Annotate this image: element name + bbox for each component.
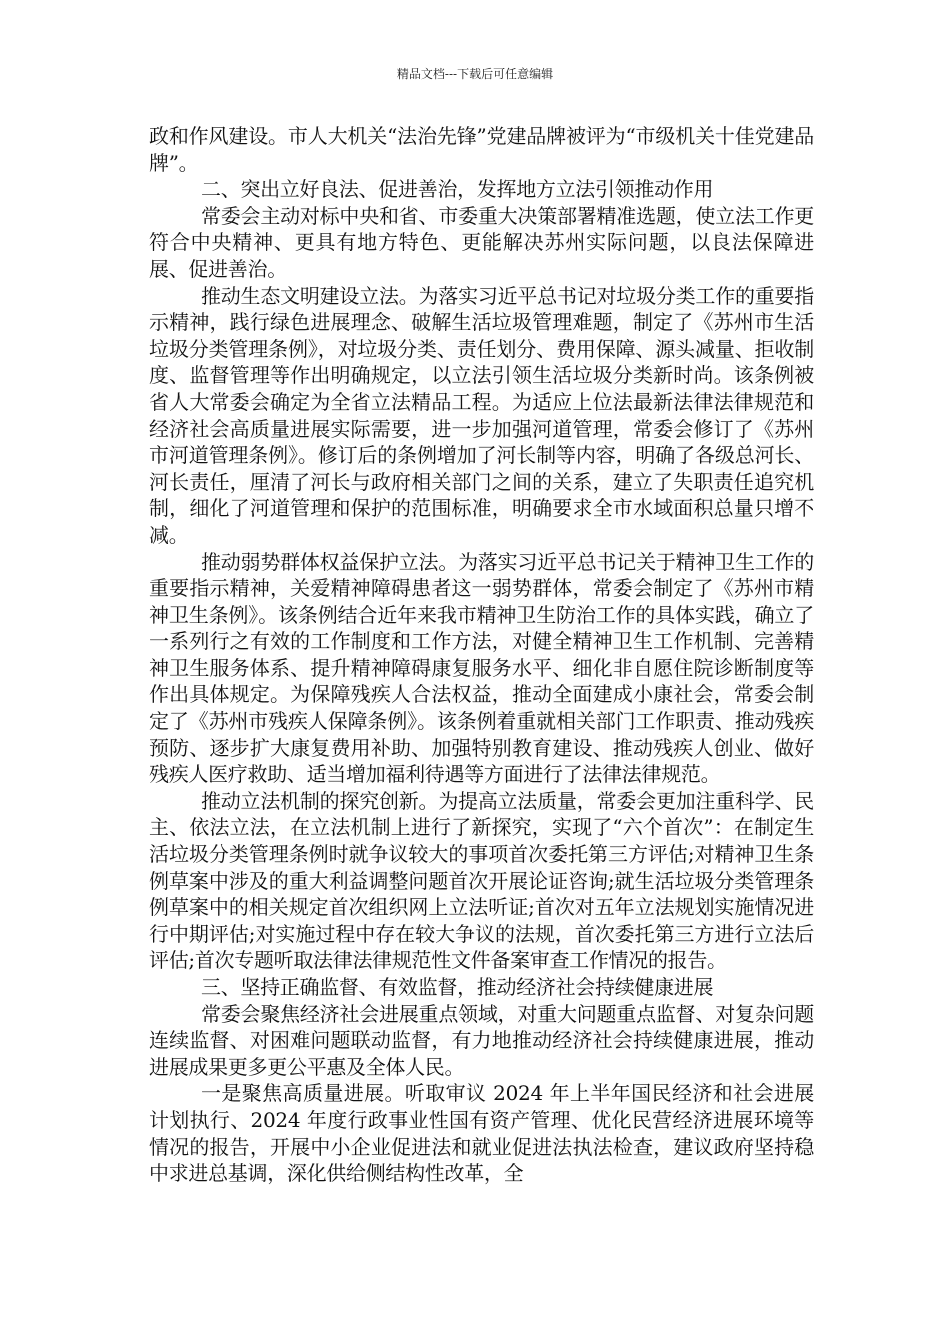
paragraph-intro-legislation: 常委会主动对标中央和省、市委重大决策部署精准选题，使立法工作更符合中央精神、更具有地方特色、更能解决苏州实际问题，以良法保障进展、促进善治。 [149,203,814,281]
paragraph-legislative-mechanism: 推动立法机制的探究创新。为提高立法质量，常委会更加注重科学、民主、依法立法，在立法机制上进行了新探究，实现了“六个首次”：在制定生活垃圾分类管理条例时就争议较大的事项首次委托第三方评估;对精神卫生条例草案中涉及的重大利益调整问题首次开展论证咨询;就生活垃圾分类管理条例草案中的相关规定首次组织网上立法听证;首次对五年立法规划实施情况进行中期评估;对实施过程中存在较大争议的法规，首次委托第三方进行立法后评估;首次专题听取法律法律规范性文件备案审查工作情况的报告。 [149,788,814,973]
paragraph-high-quality-development: 一是聚焦高质量进展。听取审议 2024 年上半年国民经济和社会进展计划执行、2024 年度行政事业性国有资产管理、优化民营经济进展环境等情况的报告，开展中小企业促进法和就业促进法执法检查，建议政府坚持稳中求进总基调，深化供给侧结构性改革，全 [149,1081,814,1186]
page-header: 精品文档---下载后可任意编辑 [396,67,554,81]
paragraph-ecological-legislation: 推动生态文明建设立法。为落实习近平总书记对垃圾分类工作的重要指示精神，践行绿色进展理念、破解生活垃圾管理难题，制定了《苏州市生活垃圾分类管理条例》，对垃圾分类、责任划分、费用保障、源头减量、拒收制度、监督管理等作出明确规定，以立法引领生活垃圾分类新时尚。该条例被省人大常委会确定为全省立法精品工程。为适应上位法最新法律法律规范和经济社会高质量进展实际需要，进一步加强河道管理，常委会修订了《苏州市河道管理条例》。修订后的条例增加了河长制等内容，明确了各级总河长、河长责任，厘清了河长与政府相关部门之间的关系，建立了失职责任追究机制，细化了河道管理和保护的范围标准，明确要求全市水域面积总量只增不减。 [149,283,814,547]
document-body [149,123,814,1187]
paragraph-intro-supervision: 常委会聚焦经济社会进展重点领域，对重大问题重点监督、对复杂问题连续监督、对困难问题联动监督，有力地推动经济社会持续健康进展，推动进展成果更多更公平惠及全体人民。 [149,1001,814,1079]
paragraph-vulnerable-groups-legislation: 推动弱势群体权益保护立法。为落实习近平总书记关于精神卫生工作的重要指示精神，关爱精神障碍患者这一弱势群体，常委会制定了《苏州市精神卫生条例》。该条例结合近年来我市精神卫生防治工作的具体实践，确立了一系列行之有效的工作制度和工作方法，对健全精神卫生工作机制、完善精神卫生服务体系、提升精神障碍康复服务水平、细化非自愿住院诊断制度等作出具体规定。为保障残疾人合法权益，推动全面建成小康社会，常委会制定了《苏州市残疾人保障条例》。该条例着重就相关部门工作职责、推动残疾预防、逐步扩大康复费用补助、加强特别教育建设、推动残疾人创业、做好残疾人医疗救助、适当增加福利待遇等方面进行了法律法律规范。 [149,549,814,787]
section-heading-3: 三、坚持正确监督、有效监督，推动经济社会持续健康进展 [201,975,714,999]
paragraph-continuation: 政和作风建设。市人大机关“法治先锋”党建品牌被评为“市级机关十佳党建品牌”。 [149,124,814,175]
section-heading-2: 二、突出立好良法、促进善治，发挥地方立法引领推动作用 [201,177,714,202]
